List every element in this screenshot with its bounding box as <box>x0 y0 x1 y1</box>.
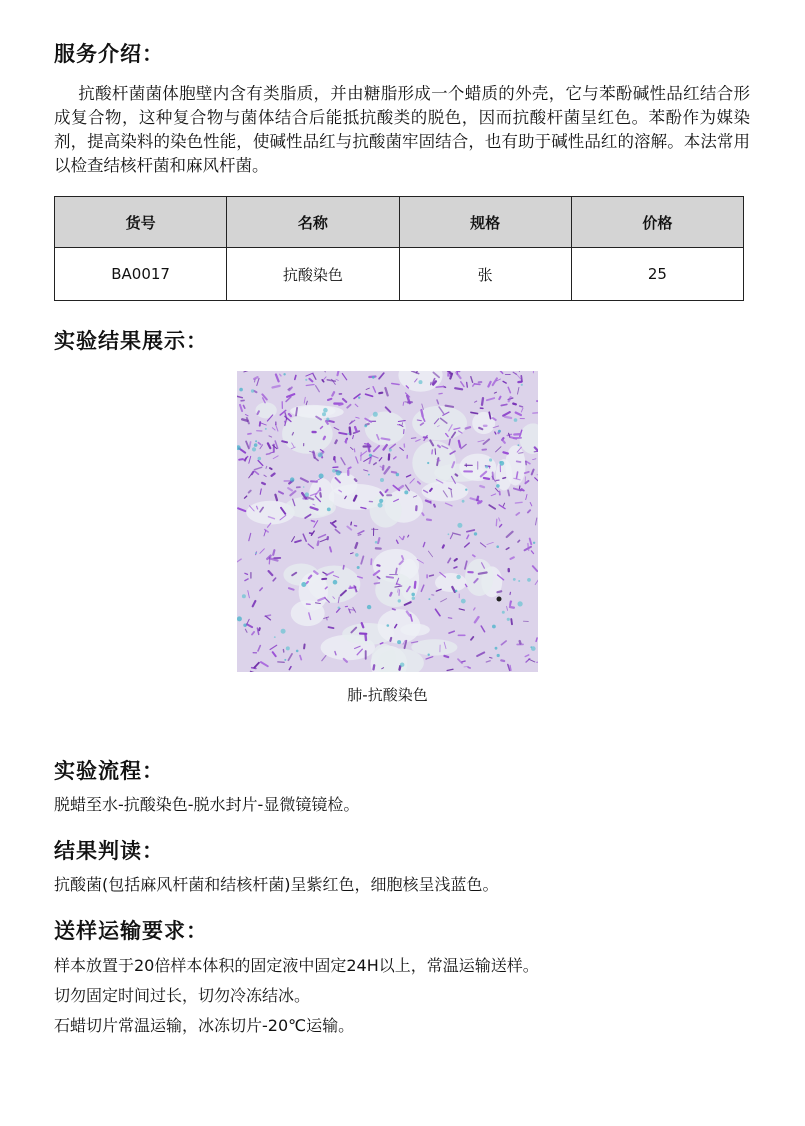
table-header-row <box>55 197 744 248</box>
cell-spec: 张 <box>399 248 571 301</box>
product-table <box>54 196 744 301</box>
results-title: 实验结果展示： <box>54 329 208 353</box>
table-row <box>55 248 744 301</box>
intro-text <box>54 82 750 178</box>
intro-text-body: 抗酸杆菌菌体胞壁内含有类脂质，并由糖脂形成一个蜡质的外壳，它与苯酚碱性品红结合形成复合物，这种复合物与菌体结合后能抵抗酸类的脱色，因而抗酸杆菌呈红色。苯酚作为媒染剂，提高染料的染色性能，使碱性品红与抗酸菌牢固结合，也有助于碱性品红的溶解。本法常用以检查结核杆菌和麻风杆菌。 <box>54 84 750 175</box>
cell-price: 25 <box>571 248 743 301</box>
figure-caption: 肺-抗酸染色 <box>347 686 428 704</box>
interpretation-text: 抗酸菌(包括麻风杆菌和结核杆菌)呈紫红色，细胞核呈浅蓝色。 <box>54 875 499 894</box>
shipping-title: 送样运输要求： <box>54 919 208 943</box>
shipping-line-3: 石蜡切片常温运输，冰冻切片-20℃运输。 <box>54 1016 355 1035</box>
header-price: 价格 <box>571 197 743 248</box>
header-spec: 规格 <box>399 197 571 248</box>
workflow-text: 脱蜡至水-抗酸染色-脱水封片-显微镜镜检。 <box>54 795 360 814</box>
workflow-title: 实验流程： <box>54 759 164 783</box>
cell-name: 抗酸染色 <box>227 248 399 301</box>
interpretation-title: 结果判读： <box>54 839 164 863</box>
shipping-line-1: 样本放置于20倍样本体积的固定液中固定24H以上，常温运输送样。 <box>54 956 539 975</box>
intro-title: 服务介绍： <box>54 42 164 66</box>
cell-sku: BA0017 <box>55 248 227 301</box>
micrograph-image <box>237 371 538 672</box>
micrograph-svg <box>237 371 538 672</box>
header-name: 名称 <box>227 197 399 248</box>
header-sku: 货号 <box>55 197 227 248</box>
shipping-line-2: 切勿固定时间过长，切勿冷冻结冰。 <box>54 986 311 1005</box>
